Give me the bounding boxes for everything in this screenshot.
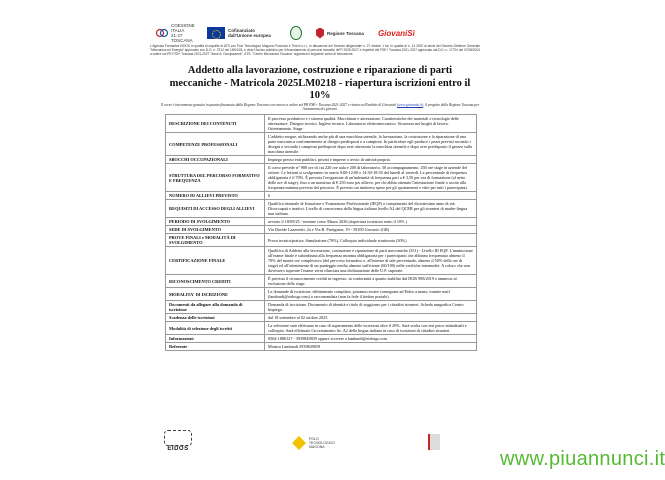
info-row <box>166 234 477 247</box>
info-row-value: avviato il 18/09/25 - termine corso Marzo 2026 (riapertura iscrizioni entro il 10% ) <box>265 218 477 226</box>
info-row-key: DESCRIZIONE DEI CONTENUTI <box>166 115 265 133</box>
info-row-key: Modalità di selezione degli iscritti <box>166 322 265 335</box>
info-row-key: Scadenza delle iscrizioni <box>166 314 265 322</box>
info-row-value: La selezione sarà effettuata in caso di superamento delle iscrizioni oltre il 20%. Sarà svolta con test psico-attitudinali e colloquio. Sarà effettuato l'accertamento liv. A2 della lingua italiana in caso di iscrizioni di cittadini stranieri. <box>265 322 477 335</box>
italy-logo <box>290 26 302 40</box>
toscana-label: Regione Toscana <box>327 30 364 36</box>
info-row <box>166 226 477 234</box>
info-row-value: Monica Lambardi 3939849839 <box>265 343 477 351</box>
info-row-key: PROVE FINALI e MODALITÀ DI SVOLGIMENTO <box>166 234 265 247</box>
info-row-value: Impiego presso enti pubblici, privati e imprese o avvio di attività propria. <box>265 156 477 164</box>
info-row-value: Il processo produttivo e i sistemi qualità. Macchinari e attrezzature. Caratteristiche dei materiali e tecnologie delle attrezzature. Disegno tecnico. Inglese tecnico. Laboratorio elettromeccanico. Sicurezza nei luoghi di lavoro. Orientamento. Stage. <box>265 115 477 133</box>
info-row-value: Le domande di iscrizione, debitamente compilate, potranno essere consegnate ad Eidos a mano, tramite mail (lambardi@eidosgr.com) o raccomandata (non fa fede il timbro postale). <box>265 288 477 301</box>
course-info-body <box>166 115 477 351</box>
info-row-key: PERIODO DI SVOLGIMENTO <box>166 218 265 226</box>
info-row-value: 0564-1886127 - 3939849839 oppure scrivere a lambardi@eidosgr.com <box>265 335 477 343</box>
polo-logo <box>292 436 339 450</box>
eidos-mark-icon <box>164 430 192 446</box>
info-row <box>166 192 477 200</box>
info-row-key: RICONOSCIMENTO CREDITI <box>166 275 265 288</box>
info-row-value: Qualifica di Addetto alla lavorazione, costruzione e riparazione di parti meccaniche (351) - Livello III EQF. L'ammissione all'esame finale è subordinata alla frequenza minima obbligatoria per i partecipanti che abbiano frequentato almeno il 70% del monte ore complessivo (del percorso formativo e, all'interno di tale percentuale, almeno il 50% delle ore di stage) ed all'ottenimento di un punteggio medio almeno sufficiente (60/100) nelle verifiche intermedie. A coloro che non dovessero superare l'esame verrà rilasciata una dichiarazione delle U.F. superate. <box>265 247 477 275</box>
footer-logos <box>160 430 490 460</box>
info-row <box>166 322 477 335</box>
funding-note <box>160 103 480 112</box>
info-row-key: SBOCCHI OCCUPAZIONALI <box>166 156 265 164</box>
logo-row <box>156 24 496 42</box>
info-row-key: Documenti da allegare alla domanda di iscrizione <box>166 301 265 314</box>
info-row <box>166 343 477 351</box>
eidos-label: EIDOS <box>167 446 189 452</box>
funding-tail: , il progetto della Regione Toscana per l'autonomia dei giovani. <box>302 103 480 112</box>
polo-label: POLO TECNOLOGICO MAGONA <box>309 437 335 449</box>
polo-mark-icon <box>292 436 306 450</box>
info-row <box>166 335 477 343</box>
info-row-value: L'addetto esegue, utilizzando anche più di una macchina utensile, la lavorazione, la costruzione e la riparazione di una parte meccanica conformemente ai disegni predisposti o a campioni. In particolare egli produce i pezzi previsti secondo i disegni o secondo i campioni predisposti dopo aver attrezzato la macchina utensile e dopo aver predisposto il grezzo sulla macchina utensile. <box>265 133 477 156</box>
info-row <box>166 247 477 275</box>
info-row <box>166 200 477 218</box>
info-row-value: Qualifica triennale di Istruzione e Formazione Professionale (IEQF) o compimento del diciottesimo anno di età. Disoccupati e inattivi. Livello di conoscenza della lingua italiana livello A2 del QCER per gli stranieri di madre-lingua non italiana. <box>265 200 477 218</box>
eu-logo <box>207 27 276 39</box>
info-row-key: STRUTTURA DEL PERCORSO FORMATIVO E FREQUENZA <box>166 164 265 192</box>
info-row-value: Prova tecnico/pratica. Simulazione (70%), Colloquio individuale strutturato (30%) <box>265 234 477 247</box>
info-row-key: Informazioni <box>166 335 265 343</box>
course-title: Addetto alla lavorazione, costruzione e riparazione di parti meccaniche - Matricola 2025LM0218 - riapertura iscrizioni entro il 10% <box>169 65 471 101</box>
info-row-value: 6 <box>265 192 477 200</box>
funding-text: Il corso è interamente gratuito in quanto finanziato dalla Regione Toscana con risorse a valere sul PR FSE+ Toscana 2021-2027 e rientra nell'ambito di Giovanisì <box>160 103 397 107</box>
info-row <box>166 156 477 164</box>
info-row <box>166 301 477 314</box>
info-row <box>166 133 477 156</box>
coesione-label: COESIONE ITALIA 21·27 TOSCANA <box>171 23 195 43</box>
watermark: www.piuannunci.it <box>500 448 665 470</box>
eu-flag-icon <box>207 27 225 39</box>
eidos-logo <box>164 430 192 452</box>
coesione-logo <box>156 23 193 43</box>
giovanisi-logo <box>377 28 415 38</box>
right-mark-icon <box>428 434 440 450</box>
right-logo <box>428 434 440 450</box>
info-row <box>166 314 477 322</box>
toscana-emblem-icon <box>316 28 324 39</box>
info-row <box>166 115 477 133</box>
italy-emblem-icon <box>290 26 302 40</box>
info-row-key: SEDE DI SVOLGIMENTO <box>166 226 265 234</box>
info-row <box>166 218 477 226</box>
giovanisi-label: GiovaniSì <box>377 28 415 38</box>
info-row-value: Il corso prevede n° 900 ore di cui 220 ore aula e 200 di laboratorio, 30 accompagnamento, 450 ore stage in aziende del settore. Le lezioni si svolgeranno in orario 9:00-12:00 e 14:30-18:30 dal lunedì al venerdì. La percentuale di frequenza obbligatoria è il 70%. È prevista l'erogazione di un'indennità di frequenza pari a € 3,50 per ora di formazione (al netto delle ore di stage), fino a un massimo di € 250 euro per allievo, per chi abbia ottenuto l'attestazione finale o uscito alla frequenza minima prevista dal percorso. È previsto un rimborso spese per gli spostamenti e vitto per tutti i partecipanti. <box>265 164 477 192</box>
giovanisi-link[interactable]: (www.giovanisi.it) <box>396 103 424 107</box>
info-row-key: CERTIFICAZIONE FINALE <box>166 247 265 275</box>
intro-paragraph: L'Agenzia Formativa EIDOS in qualità di capofila di ATS con Polo Tecnologico Magona Provincia e Tirreni s.r.l., in attuazione del Decreto dirigenziale n. 27 ottobre 1 for, in qualità di n. 13 2022 ai sensi del Decreto Direttore Generale "Meccanica ed Energia" approvato con D.D. n. 7912 del 18/04/24, e visto l'Avviso pubblico per il finanziamento di percorsi formativi IeFP 2025-2027 e rispettivi del FSE+ Toscana 2021-2027 approvato dal D.D. n. 17724 del 07/08/2024 a valere sul PR FSE+ Toscana 2021-2027 "Asse A: Occupazione", ATS: "Centro Meccanica Toscana" organizza il seguente corso di formazione. <box>150 44 480 56</box>
course-info-table <box>165 114 477 351</box>
info-row-value: dal 18 settembre al 02 ottobre 2025. <box>265 314 477 322</box>
info-row <box>166 288 477 301</box>
info-row <box>166 164 477 192</box>
info-row-value: Via Davide Lazzeretti, 2a e Via B. Partigiane, 19 - 58100 Grosseto (GR) <box>265 226 477 234</box>
coesione-icon <box>156 28 168 38</box>
info-row-key: NUMERO DI ALLIEVI PREVISTO <box>166 192 265 200</box>
info-row-value: È previsto il riconoscimento crediti in ingresso, in conformità a quanto stabilito dal DGR 988/2019 e ammessi al esclusione dello stage. <box>265 275 477 288</box>
eu-label: Cofinanziato dall'Unione europea <box>228 28 271 38</box>
info-row <box>166 275 477 288</box>
info-row-key: REQUISITI DI ACCESSO DEGLI ALLIEVI <box>166 200 265 218</box>
info-row-key: MODALITA' DI ISCRIZIONE <box>166 288 265 301</box>
info-row-key: Referente <box>166 343 265 351</box>
toscana-logo <box>316 28 364 39</box>
info-row-key: COMPETENZE PROFESSIONALI <box>166 133 265 156</box>
info-row-value: Domanda di iscrizione. Documento di identità e titolo di soggiorno per i cittadini stranieri. Scheda anagrafica Centro Impiego. <box>265 301 477 314</box>
